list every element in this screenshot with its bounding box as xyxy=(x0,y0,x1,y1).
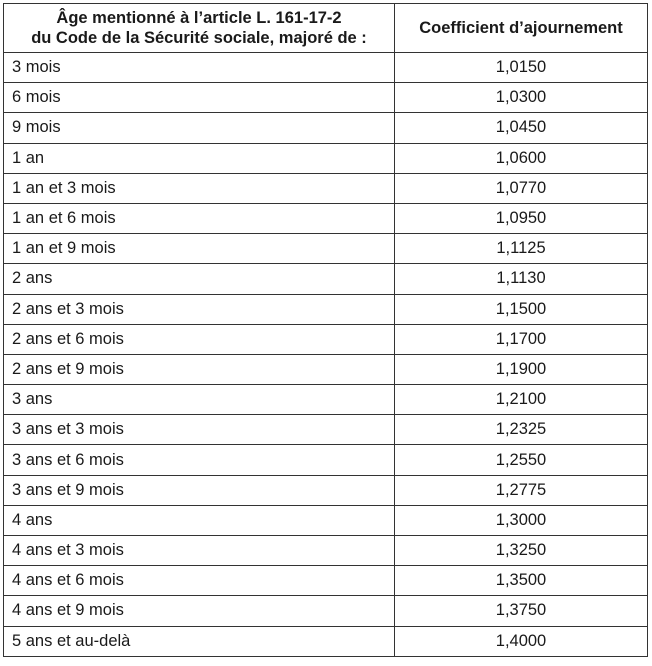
table-row xyxy=(4,385,648,415)
age-cell: 5 ans et au-delà xyxy=(4,626,395,656)
table-row xyxy=(4,566,648,596)
table-row xyxy=(4,445,648,475)
coefficient-cell: 1,0770 xyxy=(395,173,648,203)
coefficient-cell: 1,0450 xyxy=(395,113,648,143)
age-header-line-2: du Code de la Sécurité sociale, majoré de : xyxy=(31,29,367,47)
table-row xyxy=(4,596,648,626)
table-row xyxy=(4,113,648,143)
coefficient-cell: 1,1900 xyxy=(395,354,648,384)
coefficient-cell: 1,2100 xyxy=(395,385,648,415)
coefficient-cell: 1,2325 xyxy=(395,415,648,445)
age-cell: 4 ans et 9 mois xyxy=(4,596,395,626)
coefficient-column-header: Coefficient d’ajournement xyxy=(395,4,648,53)
age-cell: 1 an et 6 mois xyxy=(4,203,395,233)
table-row xyxy=(4,53,648,83)
coefficient-table xyxy=(3,3,648,657)
coefficient-cell: 1,2775 xyxy=(395,475,648,505)
coefficient-cell: 1,1700 xyxy=(395,324,648,354)
age-cell: 2 ans et 6 mois xyxy=(4,324,395,354)
age-cell: 2 ans et 9 mois xyxy=(4,354,395,384)
table-body xyxy=(4,53,648,657)
table-row xyxy=(4,536,648,566)
age-header-line-1: Âge mentionné à l’article L. 161-17-2 xyxy=(56,9,342,27)
table-row xyxy=(4,173,648,203)
age-cell: 3 ans et 9 mois xyxy=(4,475,395,505)
age-cell: 3 ans et 6 mois xyxy=(4,445,395,475)
table-row xyxy=(4,354,648,384)
table-row xyxy=(4,415,648,445)
coefficient-cell: 1,0300 xyxy=(395,83,648,113)
age-cell: 4 ans et 6 mois xyxy=(4,566,395,596)
coefficient-cell: 1,1500 xyxy=(395,294,648,324)
age-cell: 4 ans xyxy=(4,505,395,535)
coefficient-cell: 1,4000 xyxy=(395,626,648,656)
age-cell: 1 an xyxy=(4,143,395,173)
coefficient-cell: 1,3000 xyxy=(395,505,648,535)
age-cell: 9 mois xyxy=(4,113,395,143)
coefficient-cell: 1,0600 xyxy=(395,143,648,173)
coefficient-cell: 1,0950 xyxy=(395,203,648,233)
coefficient-table-container xyxy=(3,3,648,657)
age-cell: 2 ans et 3 mois xyxy=(4,294,395,324)
table-row xyxy=(4,294,648,324)
table-row xyxy=(4,203,648,233)
coefficient-cell: 1,1125 xyxy=(395,234,648,264)
coefficient-cell: 1,0150 xyxy=(395,53,648,83)
table-header-row xyxy=(4,4,648,53)
table-row xyxy=(4,143,648,173)
table-row xyxy=(4,475,648,505)
table-row xyxy=(4,234,648,264)
age-cell: 1 an et 9 mois xyxy=(4,234,395,264)
coefficient-cell: 1,2550 xyxy=(395,445,648,475)
age-cell: 3 mois xyxy=(4,53,395,83)
table-row xyxy=(4,324,648,354)
age-cell: 3 ans et 3 mois xyxy=(4,415,395,445)
age-cell: 2 ans xyxy=(4,264,395,294)
age-column-header xyxy=(4,4,395,53)
coefficient-cell: 1,3250 xyxy=(395,536,648,566)
age-cell: 6 mois xyxy=(4,83,395,113)
table-row xyxy=(4,505,648,535)
age-cell: 1 an et 3 mois xyxy=(4,173,395,203)
table-row xyxy=(4,83,648,113)
age-cell: 4 ans et 3 mois xyxy=(4,536,395,566)
coefficient-cell: 1,3750 xyxy=(395,596,648,626)
age-cell: 3 ans xyxy=(4,385,395,415)
coefficient-cell: 1,3500 xyxy=(395,566,648,596)
table-row xyxy=(4,626,648,656)
table-row xyxy=(4,264,648,294)
coefficient-cell: 1,1130 xyxy=(395,264,648,294)
